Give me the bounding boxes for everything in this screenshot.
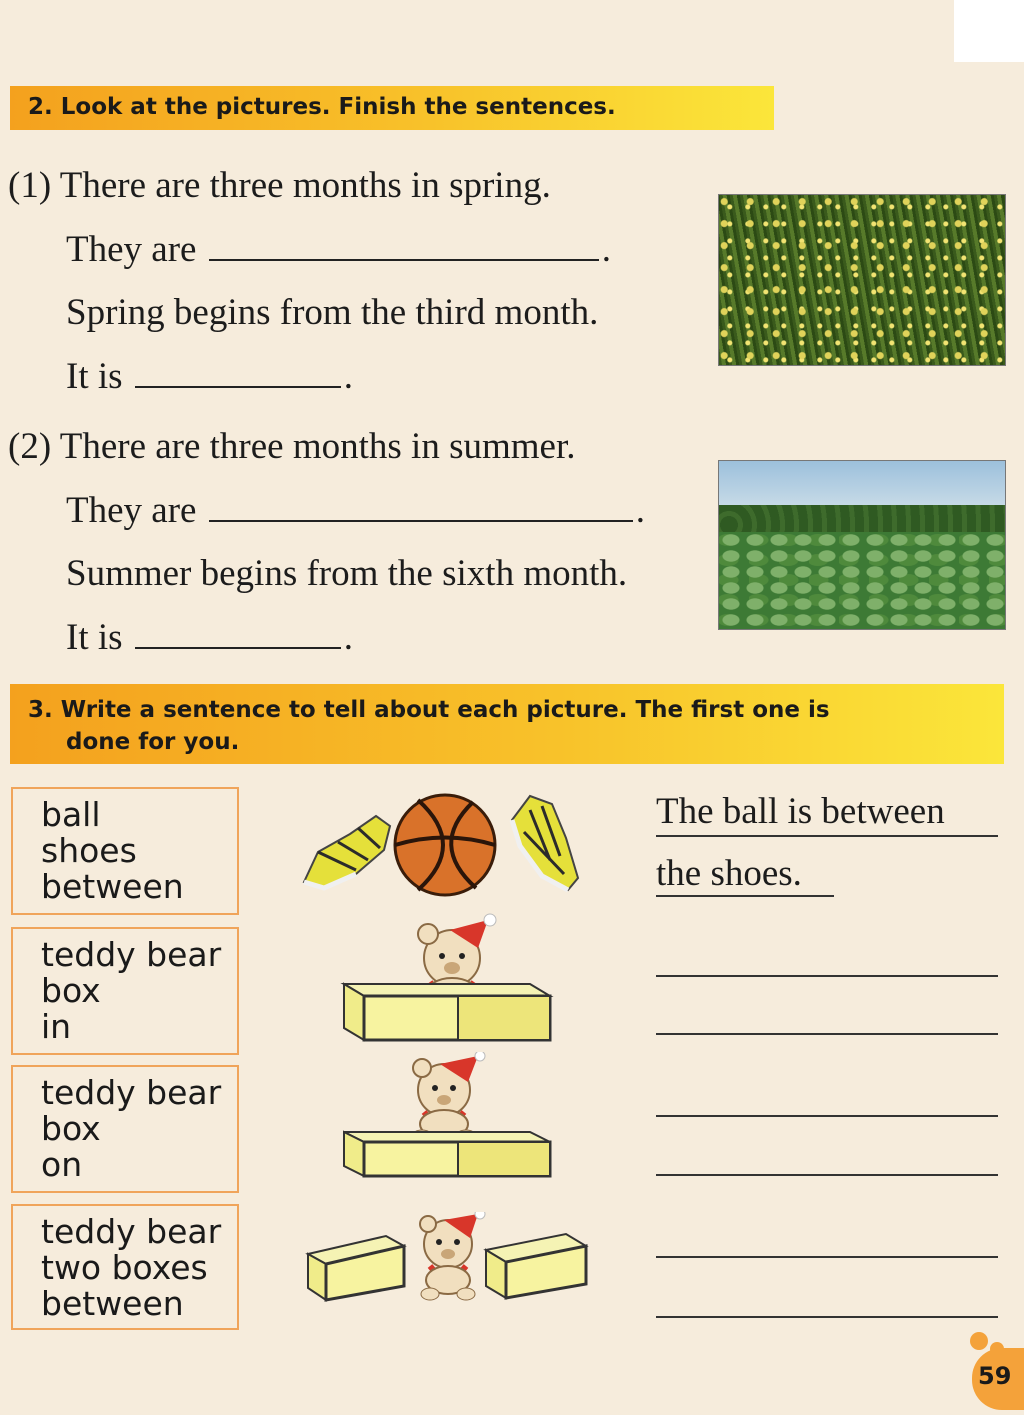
right-box-icon [486,1234,586,1298]
teddy-between-boxes-illustration [304,1212,592,1304]
section-3-heading-line1: 3. Write a sentence to tell about each picture. The first one is [28,697,830,723]
spring-meadow-photo [718,194,1006,366]
item1-blank-months[interactable] [209,229,599,261]
item2-line2-prefix: They are [66,490,197,531]
box-icon [344,1132,550,1176]
item1-line4-dot: . [343,356,354,397]
item1-line4-prefix: It is [66,356,123,397]
word-box-1 [11,787,239,915]
item2-line2-dot: . [635,490,645,531]
item1-line2 [66,228,611,272]
item2-line1: (2) There are three months in summer. [8,426,576,467]
word-box-2 [11,927,239,1055]
word: box [41,1109,101,1148]
item1-line2-dot: . [601,229,611,270]
corner-patch [954,0,1024,62]
lotus-pond [719,532,1005,629]
item2-blank-months[interactable] [209,490,633,522]
footprint-toe [990,1342,1004,1356]
item2-line2 [66,489,645,533]
answer-line[interactable] [656,1256,998,1258]
left-shoe-icon [304,816,390,888]
section-2-heading [10,86,774,130]
open-box-icon [344,984,550,1040]
left-box-icon [308,1236,404,1300]
item1-line4 [66,355,353,399]
item2-blank-month[interactable] [135,617,341,649]
word: between [41,867,184,906]
word: on [41,1145,83,1184]
word: between [41,1284,184,1323]
answer-line[interactable] [656,1316,998,1318]
word: ball [41,795,101,834]
answer-line[interactable] [656,1115,998,1117]
word: box [41,971,101,1010]
item1-line2-prefix: They are [66,229,197,270]
word: teddy bear [41,1212,222,1251]
page-number: 59 [978,1362,1012,1390]
section-2-heading-text: 2. Look at the pictures. Finish the sentences. [28,94,616,120]
item2-line4 [66,616,353,660]
answer-line[interactable] [656,1033,998,1035]
right-shoe-icon [512,796,578,890]
item2-line3: Summer begins from the sixth month. [66,553,628,594]
item1-blank-month[interactable] [135,356,341,388]
item2-line4-dot: . [343,617,354,658]
footprint-toe [970,1332,988,1350]
word-box-4 [11,1204,239,1330]
example-answer-line2: the shoes. [656,853,802,894]
answer-line[interactable] [656,975,998,977]
item1-line1: (1) There are three months in spring. [8,165,551,206]
item1-line3: Spring begins from the third month. [66,292,599,333]
teddy-bear-icon [412,1052,485,1142]
item2-line4-prefix: It is [66,617,123,658]
word: in [41,1007,72,1046]
section-3-heading-line2: done for you. [66,729,240,755]
answer-line[interactable] [656,1174,998,1176]
answer-line [656,835,998,837]
word: shoes [41,831,137,870]
teddy-bear-icon [420,1212,485,1300]
section-3-heading [10,684,1004,764]
word-box-3 [11,1065,239,1193]
word: teddy bear [41,1073,222,1112]
basketball-icon [395,795,495,895]
summer-lotus-pond-photo [718,460,1006,630]
word: teddy bear [41,935,222,974]
teddy-on-box-illustration [340,1052,554,1182]
word: two boxes [41,1248,208,1287]
teddy-in-box-illustration [340,912,554,1042]
ball-between-shoes-illustration [298,790,588,900]
example-answer-line1: The ball is between [656,791,945,832]
answer-line [656,895,834,897]
